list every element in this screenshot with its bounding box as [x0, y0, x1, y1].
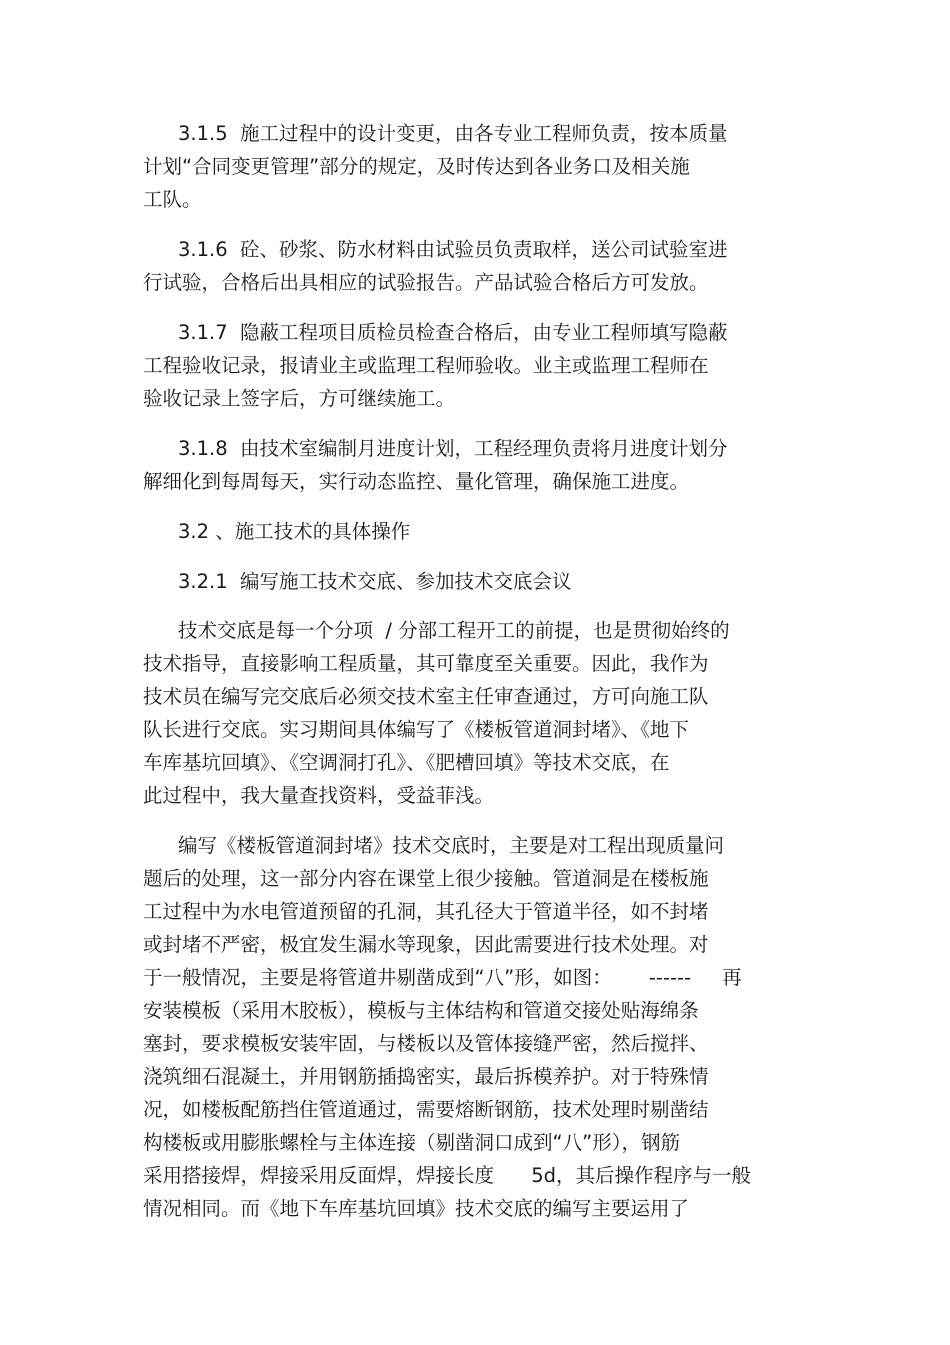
text-line: 工程验收记录，报请业主或监理工程师验收。业主或监理工程师在 [143, 354, 709, 377]
text-line: 工过程中为水电管道预留的孔洞，其孔径大于管道半径，如不封堵 [143, 900, 709, 923]
text-line: 编写《楼板管道洞封堵》技术交底时，主要是对工程出现质量问 [178, 834, 725, 857]
text-line: 安装模板（采用木胶板），模板与主体结构和管道交接处贴海绵条 [143, 999, 699, 1022]
text-line: 行试验，合格后出具相应的试验报告。产品试验合格后方可发放。 [143, 271, 709, 294]
text-line: 验收记录上签字后，方可继续施工。 [143, 387, 456, 410]
text-line: 技术员在编写完交底后必须交技术室主任审查通过，方可向施工队 [143, 685, 709, 708]
subsection-heading: 3.2.1 编写施工技术交底、参加技术交底会议 [178, 570, 572, 593]
text-line: 题后的处理，这一部分内容在课堂上很少接触。管道洞是在楼板施 [143, 867, 709, 890]
text-line: 工队。 [143, 188, 202, 211]
text-line: 3.1.7 隐蔽工程项目质检员检查合格后，由专业工程师填写隐蔽 [178, 321, 728, 344]
text-line: 计划“合同变更管理”部分的规定，及时传达到各业务口及相关施 [143, 155, 690, 178]
text-line: 技术指导，直接影响工程质量，其可靠度至关重要。因此，我作为 [143, 652, 709, 675]
text-line: 于一般情况，主要是将管道井剔凿成到“八”形，如图： ------ 再 [143, 966, 742, 989]
text-line: 技术交底是每一个分项 / 分部工程开工的前提，也是贯彻始终的 [178, 619, 730, 642]
text-line: 或封堵不严密，极宜发生漏水等现象，因此需要进行技术处理。对 [143, 933, 709, 956]
text-line: 3.1.6 砼、砂浆、防水材料由试验员负责取样，送公司试验室进 [178, 238, 728, 261]
text-line: 队长进行交底。实习期间具体编写了《楼板管道洞封堵》、《地下 [143, 718, 690, 741]
text-line: 浇筑细石混凝土，并用钢筋插捣密实，最后拆模养护。对于特殊情 [143, 1065, 709, 1088]
section-heading: 3.2 、施工技术的具体操作 [178, 520, 411, 543]
text-line: 构楼板或用膨胀螺栓与主体连接（剔凿洞口成到“八”形），钢筋 [143, 1131, 680, 1154]
text-line: 情况相同。而《地下车库基坑回填》技术交底的编写主要运用了 [143, 1197, 690, 1220]
text-line: 况，如楼板配筋挡住管道通过，需要熔断钢筋，技术处理时剔凿结 [143, 1098, 709, 1121]
text-line: 车库基坑回填》、《空调洞打孔》、《肥槽回填》等技术交底，在 [143, 751, 670, 774]
text-line: 解细化到每周每天，实行动态监控、量化管理，确保施工进度。 [143, 470, 690, 493]
text-line: 采用搭接焊，焊接采用反面焊，焊接长度 5d，其后操作程序与一般 [143, 1164, 751, 1187]
text-line: 塞封，要求模板安装牢固，与楼板以及管体接缝严密，然后搅拌、 [143, 1032, 709, 1055]
text-line: 3.1.5 施工过程中的设计变更，由各专业工程师负责，按本质量 [178, 122, 728, 145]
text-line: 3.1.8 由技术室编制月进度计划，工程经理负责将月进度计划分 [178, 437, 728, 460]
text-line: 此过程中，我大量查找资料，受益菲浅。 [143, 784, 495, 807]
